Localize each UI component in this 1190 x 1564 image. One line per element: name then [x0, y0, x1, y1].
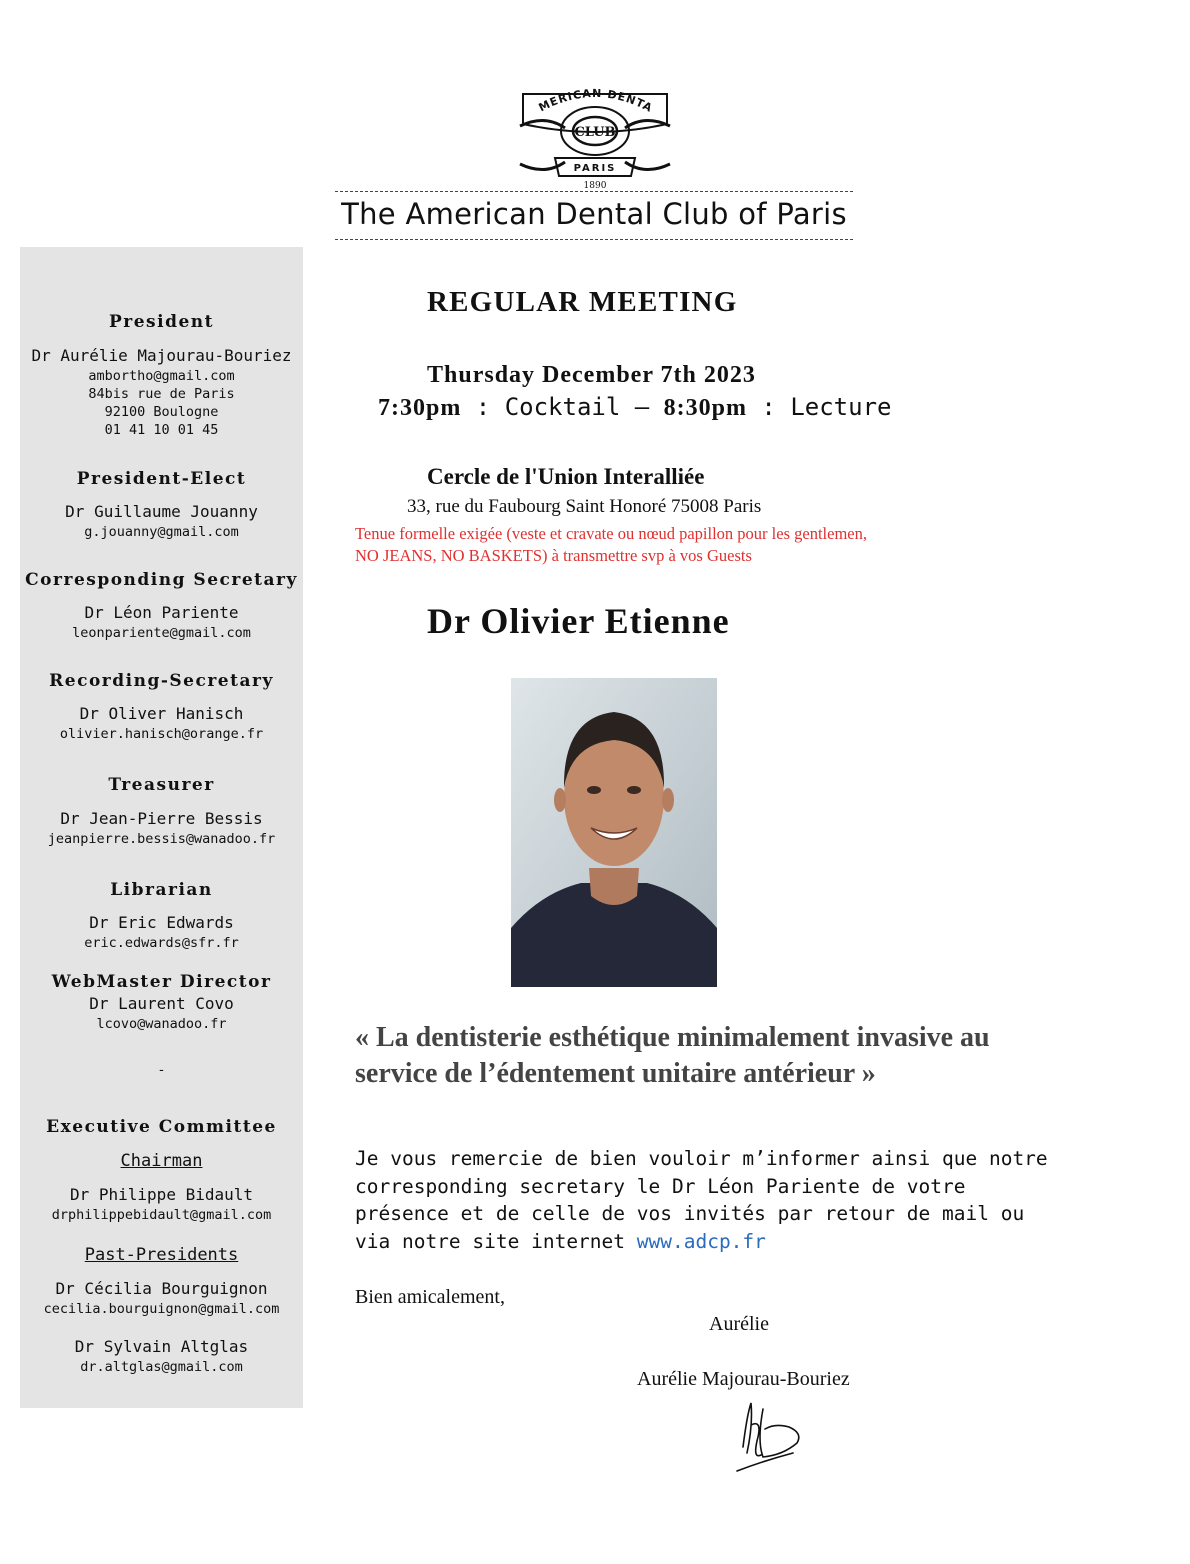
handwritten-signature-icon: [733, 1395, 808, 1475]
venue-name: Cercle de l'Union Interalliée: [427, 464, 705, 489]
treasurer-name: Dr Jean-Pierre Bessis: [60, 809, 263, 828]
corresponding-secretary-heading: Corresponding Secretary: [25, 570, 298, 590]
webmaster-heading: WebMaster Director: [51, 972, 272, 992]
signoff-full-name: Aurélie Majourau-Bouriez: [637, 1368, 850, 1390]
closing-text: Bien amicalement,: [355, 1286, 505, 1308]
past-president-email: cecilia.bourguignon@gmail.com: [43, 1301, 280, 1317]
club-seal-icon: [515, 84, 675, 194]
header-rule-top: [335, 191, 853, 192]
president-address-line2: 92100 Boulogne: [104, 404, 219, 420]
speaker-photo: [511, 678, 717, 987]
president-elect-name: Dr Guillaume Jouanny: [65, 502, 258, 521]
lecture-label: : Lecture: [746, 393, 892, 421]
dress-code-line: NO JEANS, NO BASKETS) à transmettre svp à vos Guests: [355, 546, 752, 565]
treasurer-heading: Treasurer: [108, 775, 215, 795]
webmaster-name: Dr Laurent Covo: [89, 994, 234, 1013]
venue-address: 33, rue du Faubourg Saint Honoré 75008 Paris: [407, 496, 762, 517]
meeting-title: REGULAR MEETING: [427, 286, 738, 318]
corresponding-secretary-email: leonpariente@gmail.com: [72, 625, 251, 641]
cocktail-label: : Cocktail –: [461, 393, 664, 421]
president-email: ambortho@gmail.com: [88, 368, 235, 384]
president-name: Dr Aurélie Majourau-Bouriez: [31, 346, 292, 365]
corresponding-secretary-name: Dr Léon Pariente: [84, 603, 239, 622]
past-president-email: dr.altglas@gmail.com: [80, 1359, 243, 1375]
librarian-name: Dr Eric Edwards: [89, 913, 234, 932]
past-president-name: Dr Cécilia Bourguignon: [55, 1279, 268, 1298]
rsvp-message: [355, 1145, 1055, 1255]
president-elect-heading: President-Elect: [76, 469, 247, 489]
lecture-title: « La dentisterie esthétique minimalement invasive au service de l’édentement unitaire antérieur »: [355, 1022, 990, 1089]
officers-sidebar: [20, 247, 303, 1408]
treasurer-email: jeanpierre.bessis@wanadoo.fr: [47, 831, 276, 847]
recording-secretary-name: Dr Oliver Hanisch: [79, 704, 244, 723]
president-heading: President: [109, 312, 214, 332]
chairman-email: drphilippebidault@gmail.com: [51, 1207, 272, 1223]
svg-text:CLUB: CLUB: [574, 125, 616, 140]
rsvp-message-text: Je vous remercie de bien vouloir m’informer ainsi que notre corresponding secretary le Dr Léon Pariente de votre présence et de celle de vos invités par retour de mail ou via notre site internet: [355, 1147, 1048, 1253]
dress-code-line: Tenue formelle exigée (veste et cravate ou nœud papillon pour les gentlemen,: [355, 524, 867, 543]
header-rule-bottom: [335, 239, 853, 240]
speaker-portrait-icon: [511, 678, 717, 987]
meeting-date: Thursday December 7th 2023: [427, 362, 756, 388]
past-presidents-label: Past-Presidents: [84, 1245, 239, 1265]
website-link[interactable]: www.adcp.fr: [636, 1229, 766, 1253]
recording-secretary-email: olivier.hanisch@orange.fr: [59, 726, 264, 742]
past-president-name: Dr Sylvain Altglas: [74, 1337, 249, 1356]
svg-text:1890: 1890: [583, 181, 607, 191]
svg-text:AMERICAN DENTAL: MERICAN DENTA: [536, 86, 655, 116]
president-phone: 01 41 10 01 45: [104, 422, 219, 438]
chairman-label: Chairman: [120, 1151, 203, 1171]
svg-text:PARIS: PARIS: [573, 163, 617, 174]
lecture-time: 8:30pm: [663, 395, 747, 421]
chairman-name: Dr Philippe Bidault: [69, 1185, 254, 1204]
club-name: The American Dental Club of Paris: [341, 197, 847, 231]
webmaster-email: lcovo@wanadoo.fr: [96, 1016, 227, 1032]
speaker-name: Dr Olivier Etienne: [427, 601, 730, 641]
dress-code-notice: [355, 523, 867, 567]
executive-committee-heading: Executive Committee: [46, 1117, 277, 1137]
cocktail-time: 7:30pm: [378, 395, 462, 421]
meeting-schedule: [378, 393, 891, 422]
president-elect-email: g.jouanny@gmail.com: [84, 524, 239, 540]
sidebar-separator: -: [157, 1062, 166, 1078]
librarian-heading: Librarian: [110, 880, 213, 900]
club-logo: [515, 84, 675, 194]
recording-secretary-heading: Recording-Secretary: [49, 671, 274, 691]
president-address-line1: 84bis rue de Paris: [88, 386, 235, 402]
librarian-email: eric.edwards@sfr.fr: [84, 935, 239, 951]
signature: [733, 1395, 808, 1475]
signoff-first-name: Aurélie: [709, 1313, 769, 1335]
